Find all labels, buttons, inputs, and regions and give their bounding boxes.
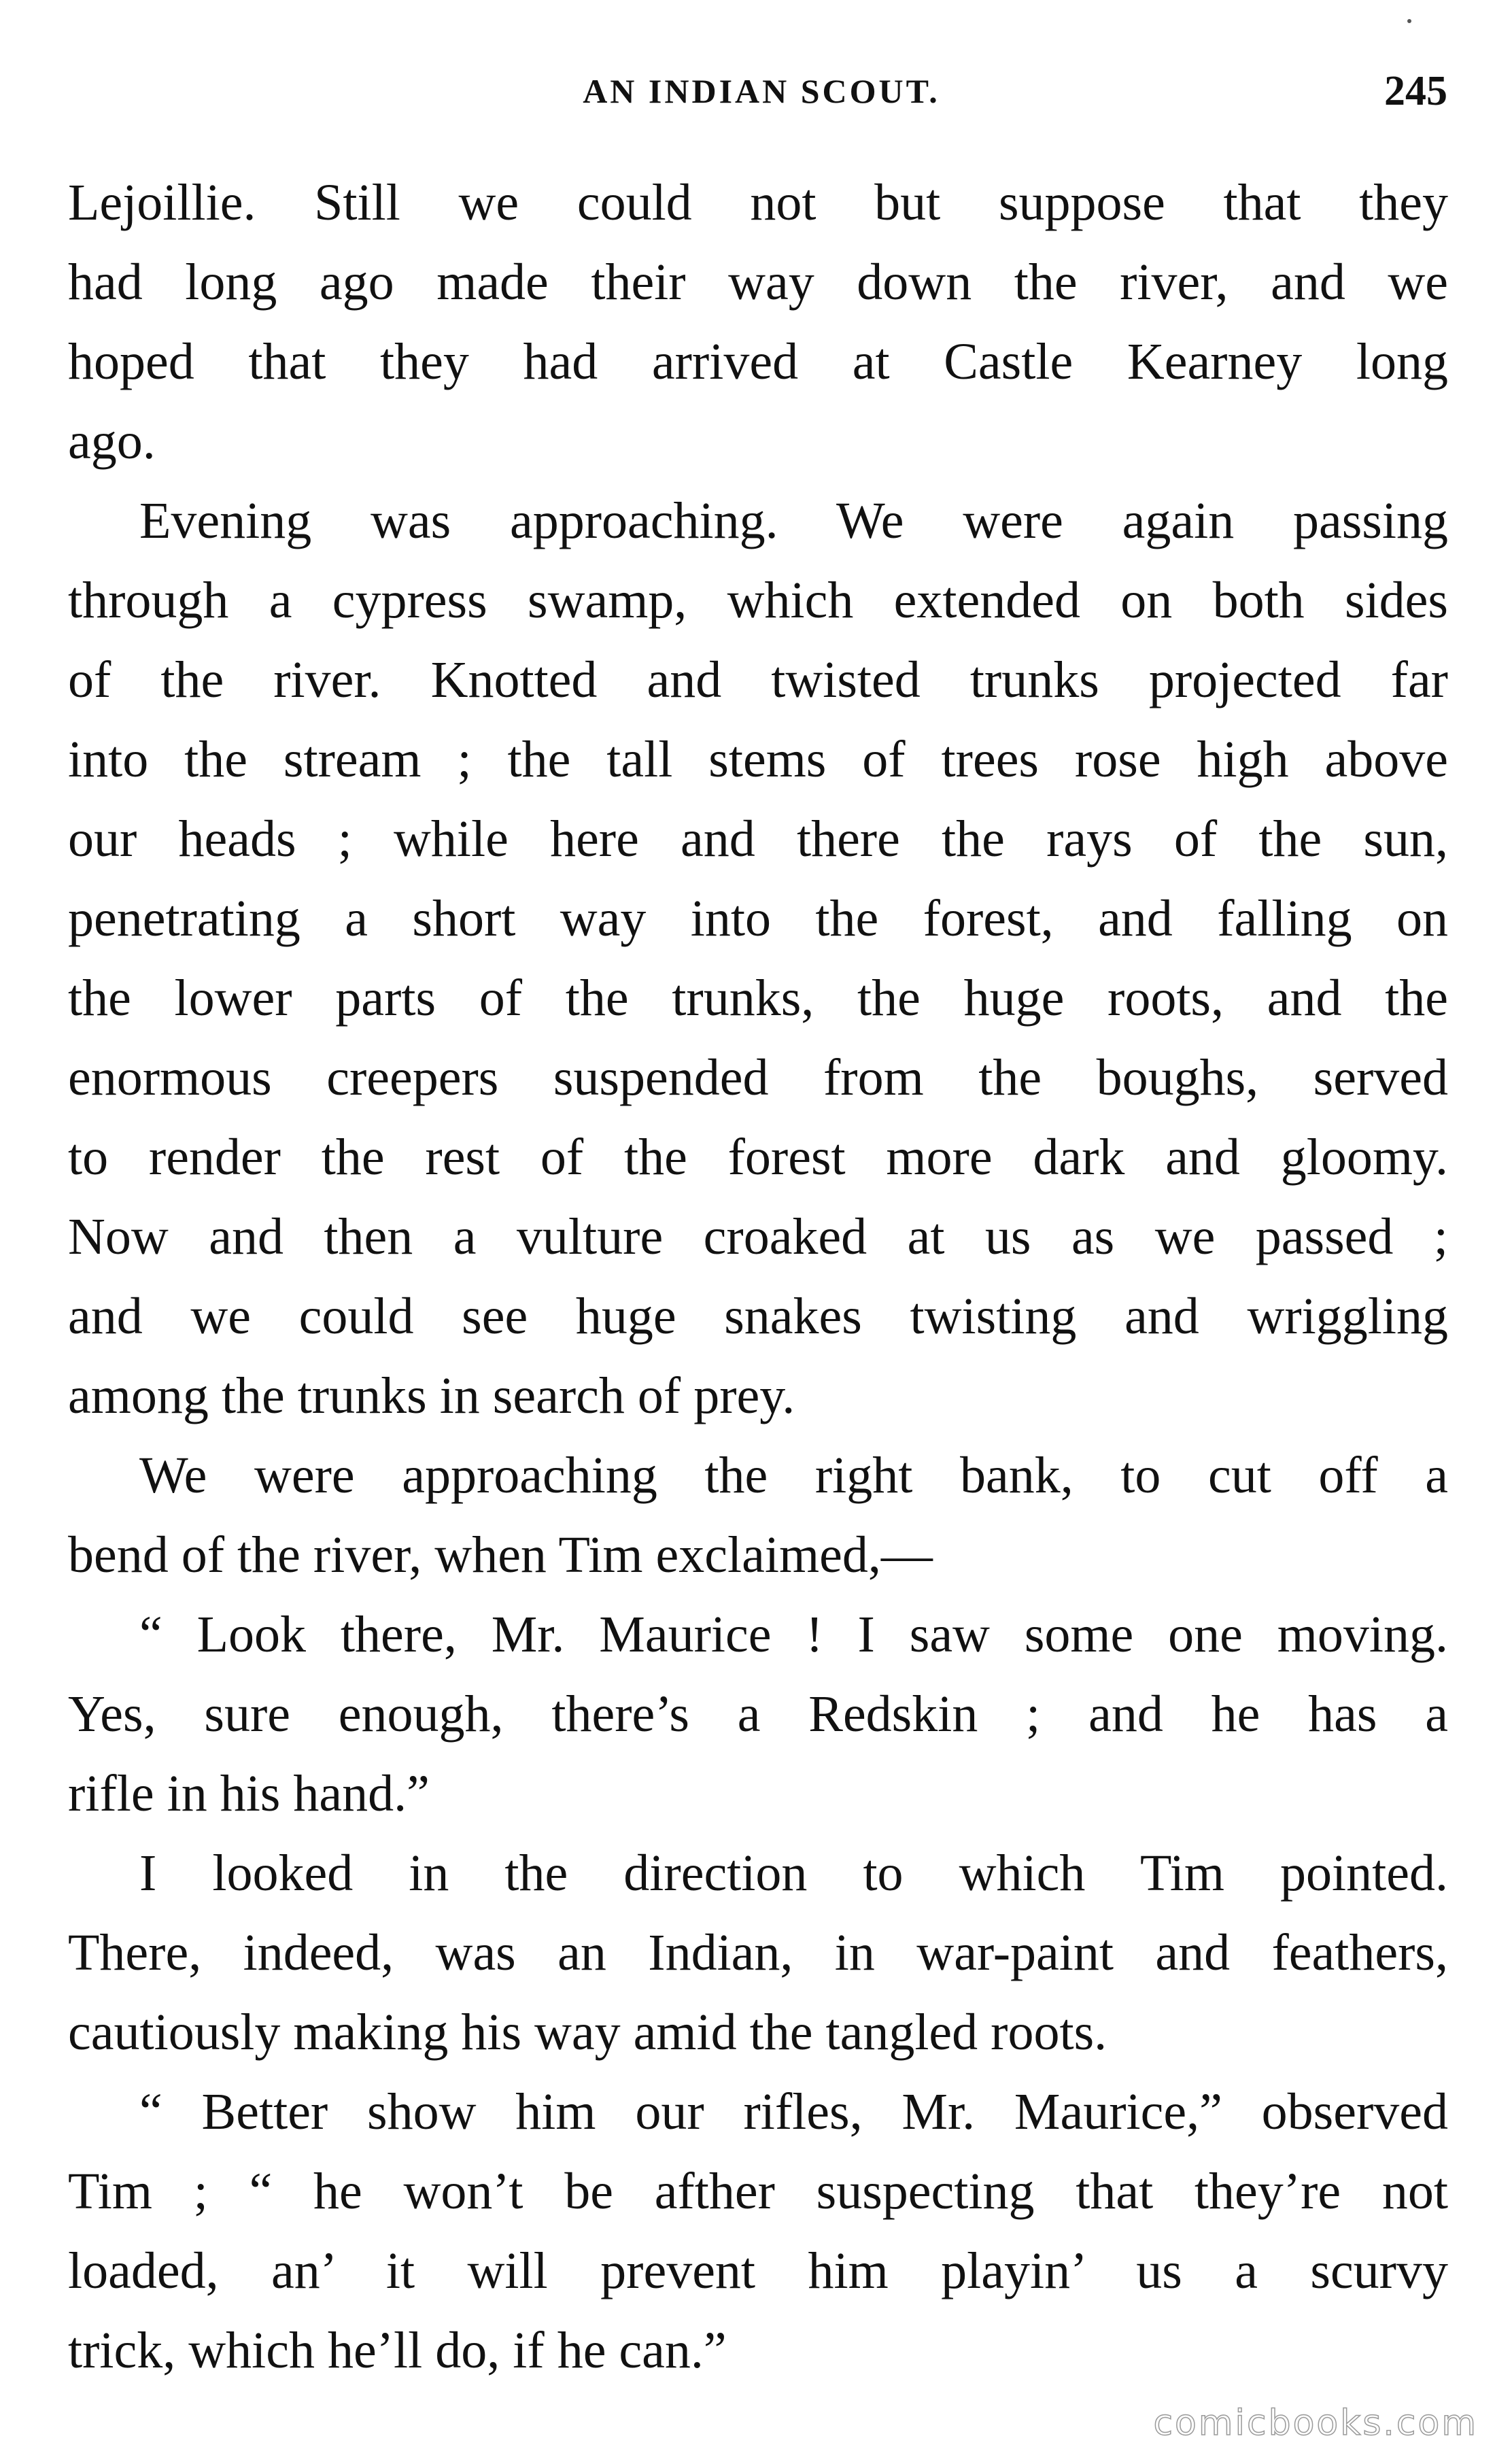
page-number: 245 xyxy=(1384,68,1447,114)
text-line: hoped that they had arrived at Castle Kearney long xyxy=(68,333,1448,390)
text-line: Evening was approaching. We were again passing xyxy=(139,492,1448,549)
text-line: cautiously making his way amid the tangled roots. xyxy=(68,2004,1107,2061)
text-line: our heads ; while here and there the rays of the sun, xyxy=(68,810,1448,868)
stray-ink-dot xyxy=(1407,19,1411,23)
page-header xyxy=(0,65,1512,126)
text-line: “ Look there, Mr. Maurice ! I saw some one moving. xyxy=(139,1606,1448,1663)
text-line: of the river. Knotted and twisted trunks projected far xyxy=(68,651,1448,708)
running-title: AN INDIAN SCOUT. xyxy=(583,72,940,110)
text-line: Yes, sure enough, there’s a Redskin ; and he has a xyxy=(68,1686,1448,1743)
text-line: ago. xyxy=(68,413,156,470)
text-line: There, indeed, was an Indian, in war-paint and feathers, xyxy=(68,1924,1448,1981)
text-line: into the stream ; the tall stems of trees rose high above xyxy=(68,731,1448,788)
body-text xyxy=(68,163,1448,2391)
text-line: Tim ; “ he won’t be afther suspecting that they’re not xyxy=(68,2163,1448,2220)
text-line: bend of the river, when Tim exclaimed,— xyxy=(68,1526,933,1584)
text-line: had long ago made their way down the river, and we xyxy=(68,254,1448,311)
text-line: through a cypress swamp, which extended on both sides xyxy=(68,572,1448,629)
text-line: the lower parts of the trunks, the huge roots, and the xyxy=(68,970,1448,1027)
text-line: Lejoillie. Still we could not but suppose that they xyxy=(68,174,1448,231)
text-line: and we could see huge snakes twisting and wriggling xyxy=(68,1288,1448,1345)
text-line: trick, which he’ll do, if he can.” xyxy=(68,2322,727,2379)
text-line: loaded, an’ it will prevent him playin’ us a scurvy xyxy=(68,2242,1448,2299)
text-line: enormous creepers suspended from the boughs, served xyxy=(68,1049,1448,1106)
text-line: penetrating a short way into the forest, and falling on xyxy=(68,890,1448,947)
text-line: Now and then a vulture croaked at us as we passed ; xyxy=(68,1208,1448,1265)
text-line: “ Better show him our rifles, Mr. Maurice,” observed xyxy=(139,2083,1448,2140)
text-line: We were approaching the right bank, to cut off a xyxy=(139,1447,1448,1504)
text-line: rifle in his hand.” xyxy=(68,1765,430,1822)
text-line: to render the rest of the forest more dark and gloomy. xyxy=(68,1129,1448,1186)
text-line: I looked in the direction to which Tim pointed. xyxy=(139,1845,1448,1902)
watermark: comicbooks.com xyxy=(1153,2403,1478,2444)
text-line: among the trunks in search of prey. xyxy=(68,1367,795,1424)
